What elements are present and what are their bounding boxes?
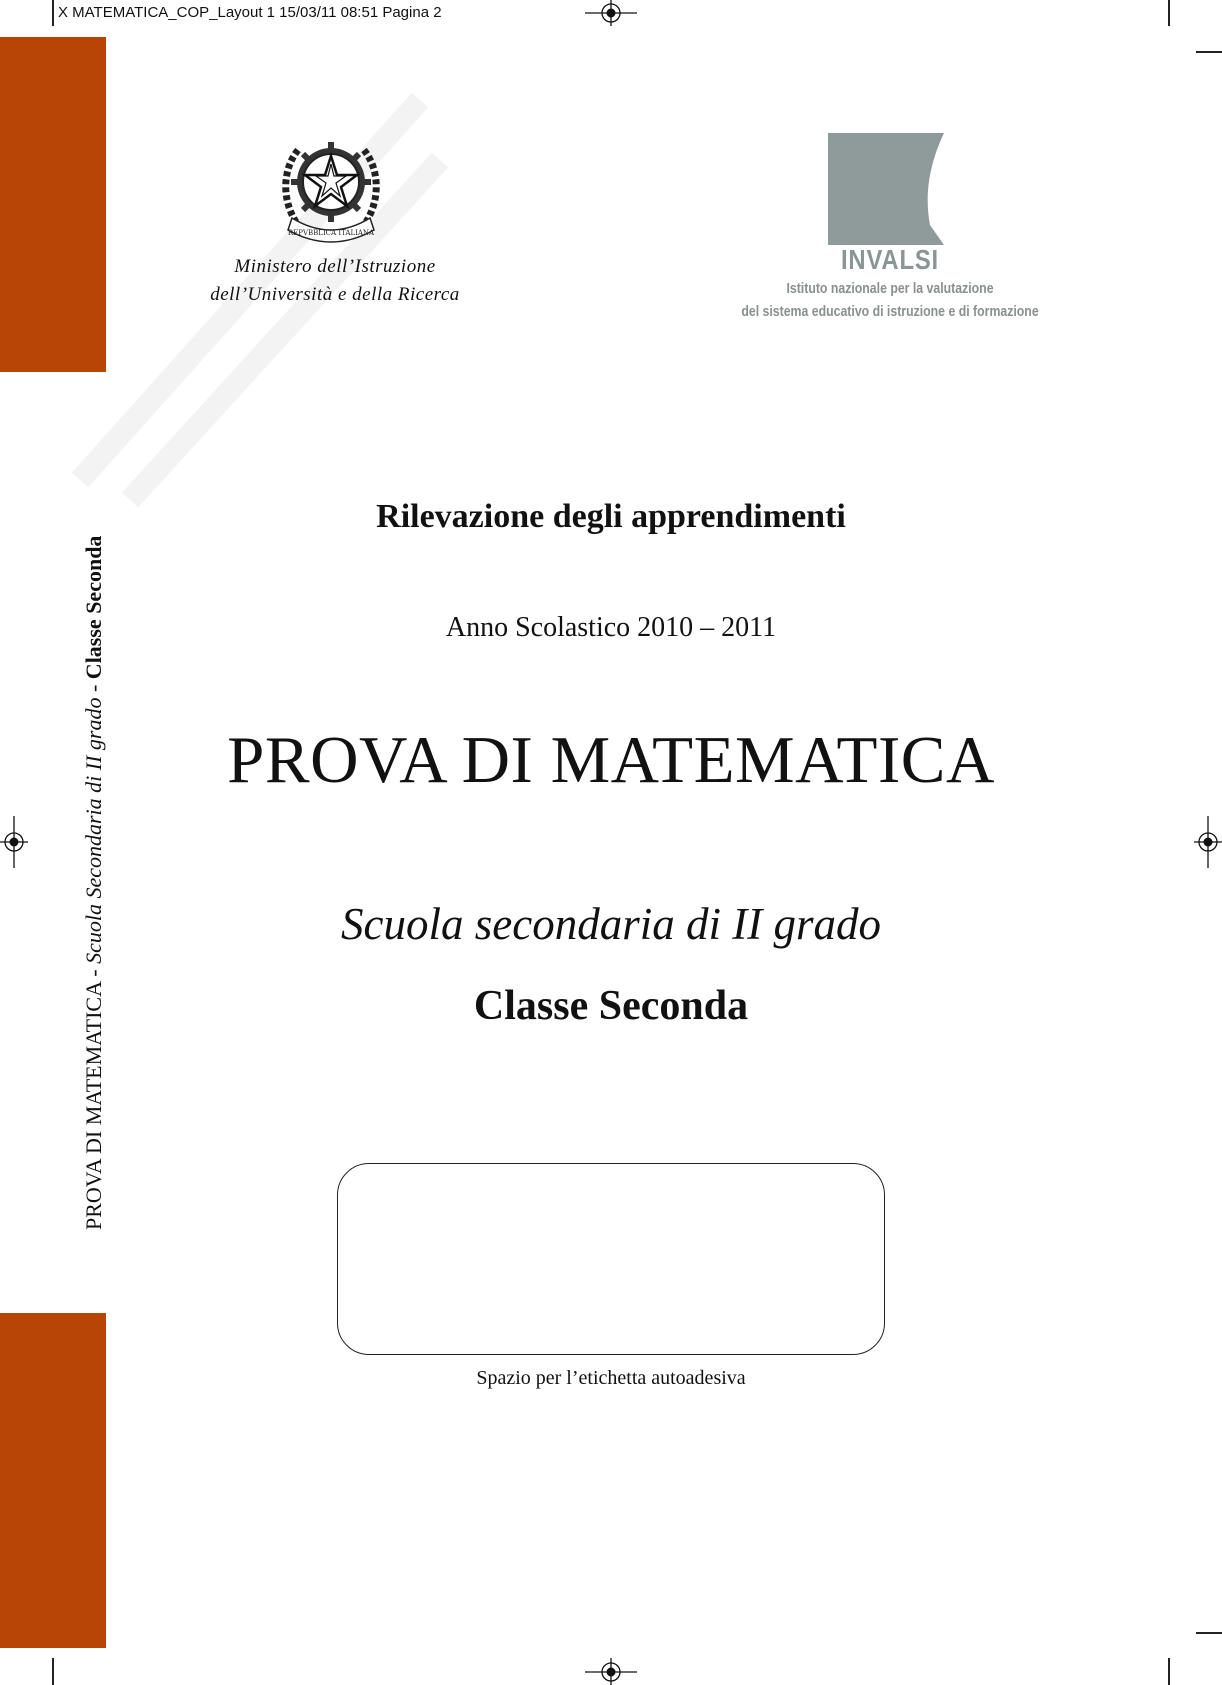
spine-band-bottom (0, 1313, 106, 1648)
ministry-line-1: Ministero dell’Istruzione (234, 256, 436, 277)
class-name: Classe Seconda (473, 983, 749, 1029)
emblem-ribbon-text: REPVBBLICA ITALIANA (287, 229, 375, 237)
crop-mark (1196, 1632, 1222, 1634)
label-caption: Spazio per l’etichetta autoadesiva (476, 1367, 746, 1389)
heading: Rilevazione degli apprendimenti (376, 498, 846, 535)
crop-mark (52, 1658, 54, 1685)
crop-mark (1196, 51, 1222, 53)
school-year: Anno Scolastico 2010 – 2011 (445, 612, 777, 643)
spine-band-top (0, 37, 106, 372)
invalsi-logo-icon (828, 133, 944, 245)
school-level: Scuola secondaria di II grado (341, 899, 881, 949)
italian-republic-emblem-icon (278, 130, 384, 246)
ministry-line-2: dell’Università e della Ricerca (210, 284, 460, 305)
crop-mark (1168, 1658, 1170, 1685)
invalsi-line-2: del sistema educativo di istruzione e di formazione (741, 303, 1039, 320)
registration-mark-icon (585, 0, 637, 26)
registration-mark-icon (1194, 816, 1222, 868)
invalsi-line-1: Istituto nazionale per la valutazione (786, 280, 994, 297)
crop-mark (1168, 0, 1170, 26)
spine-title: PROVA DI MATEMATICA - Scuola Secondaria di II grado - Classe Seconda (81, 535, 106, 1230)
sticker-label-box (337, 1163, 885, 1355)
registration-mark-icon (585, 1658, 637, 1685)
registration-mark-icon (0, 816, 28, 868)
invalsi-subtitle (734, 277, 1046, 323)
page-title: PROVA DI MATEMATICA (227, 723, 995, 797)
ministry-name (190, 253, 480, 309)
print-slug: X MATEMATICA_COP_Layout 1 15/03/11 08:51 Pagina 2 (58, 4, 442, 21)
crop-mark (52, 0, 54, 26)
invalsi-name: INVALSI (840, 244, 940, 275)
